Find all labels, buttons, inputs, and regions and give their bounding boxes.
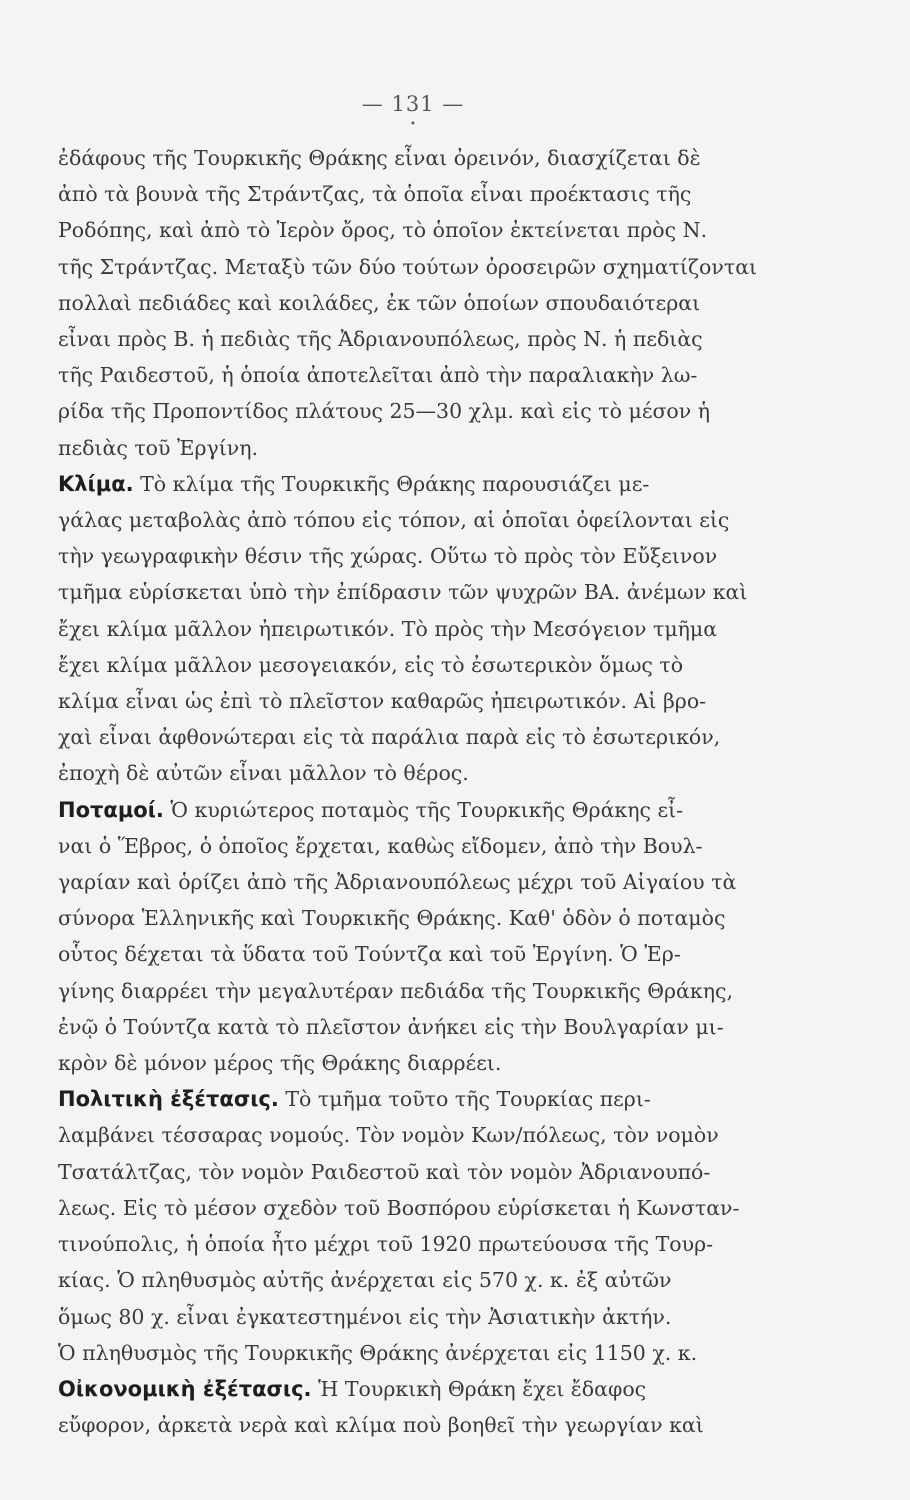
section-heading-economic: Οἰκονομικὴ ἐξέτασις. (58, 1376, 312, 1401)
text-line: λαμβάνει τέσσαρας νομούς. Τὸν νομὸν Κων/πόλεως, τὸν νομὸν (58, 1123, 719, 1148)
text-line: κίας. Ὁ πληθυσμὸς αὐτῆς ἀνέρχεται εἰς 570 χ. κ. ἐξ αὐτῶν (58, 1268, 672, 1293)
text-line: πολλαὶ πεδιάδες καὶ κοιλάδες, ἐκ τῶν ὁποίων σπουδαιότεραι (58, 290, 701, 315)
text-line: εἶναι πρὸς Β. ἡ πεδιὰς τῆς Ἀδριανουπόλεως, πρὸς Ν. ἡ πεδιὰς (58, 327, 703, 352)
text-line: τῆς Στράντζας. Μεταξὺ τῶν δύο τούτων ὀροσειρῶν σχηματίζονται (58, 254, 758, 279)
paragraph-political (58, 1081, 768, 1371)
text-line: Ὁ πληθυσμὸς τῆς Τουρκικῆς Θράκης ἀνέρχεται εἰς 1150 χ. κ. (58, 1340, 698, 1365)
page-number: — 131 — (361, 92, 465, 116)
text-span: Τὸ τμῆμα τοῦτο τῆς Τουρκίας περι- (278, 1087, 651, 1112)
section-heading-political: Πολιτικὴ ἐξέτασις. (58, 1087, 279, 1112)
text-line: λεως. Εἰς τὸ μέσον σχεδὸν τοῦ Βοσπόρου εὑρίσκεται ἡ Κωνσταν- (58, 1195, 740, 1220)
text-line: ναι ὁ Ἕβρος, ὁ ὁποῖος ἔρχεται, καθὼς εἴδομεν, ἀπὸ τὴν Βουλ- (58, 833, 703, 858)
text-line: γάλας μεταβολὰς ἀπὸ τόπου εἰς τόπον, αἱ ὁποῖαι ὀφείλονται εἰς (58, 508, 730, 533)
text-line: τὴν γεωγραφικὴν θέσιν τῆς χώρας. Οὕτω τὸ πρὸς τὸν Εὔξεινον (58, 544, 718, 569)
text-line (58, 792, 768, 828)
text-line: οὗτος δέχεται τὰ ὕδατα τοῦ Τούντζα καὶ τοῦ Ἐργίνη. Ὁ Ἐρ- (58, 942, 681, 967)
text-line: ἐποχὴ δὲ αὐτῶν εἶναι μᾶλλον τὸ θέρος. (58, 761, 469, 786)
text-line (58, 466, 768, 502)
text-line: κρὸν δὲ μόνον μέρος τῆς Θράκης διαρρέει. (58, 1051, 502, 1076)
body-text (58, 140, 768, 1443)
text-span: Τὸ κλίμα τῆς Τουρκικῆς Θράκης παρουσιάζει με- (133, 471, 650, 496)
ornament-dot: • (410, 119, 416, 130)
text-span: Ἡ Τουρκικὴ Θράκη ἔχει ἔδαφος (311, 1376, 647, 1401)
text-line: εὔφορον, ἀρκετὰ νερὰ καὶ κλίμα ποὺ βοηθεῖ τὴν γεωργίαν καὶ (58, 1413, 704, 1438)
paragraph-climate (58, 466, 768, 792)
section-heading-rivers: Ποταμοί. (58, 797, 164, 822)
text-line: τῆς Ραιδεστοῦ, ἡ ὁποία ἀποτελεῖται ἀπὸ τὴν παραλιακὴν λω- (58, 363, 698, 388)
text-line: Τσατάλτζας, τὸν νομὸν Ραιδεστοῦ καὶ τὸν νομὸν Ἀδριανουπό- (58, 1159, 711, 1184)
paragraph-economic (58, 1371, 768, 1443)
text-line: γαρίαν καὶ ὁρίζει ἀπὸ τῆς Ἀδριανουπόλεως μέχρι τοῦ Αἰγαίου τὰ (58, 870, 737, 895)
paragraph-rivers (58, 792, 768, 1082)
section-heading-climate: Κλίμα. (58, 471, 134, 496)
text-line: τινούπολις, ἡ ὁποία ἦτο μέχρι τοῦ 1920 πρωτεύουσα τῆς Τουρ- (58, 1232, 714, 1257)
text-line: κλίμα εἶναι ὡς ἐπὶ τὸ πλεῖστον καθαρῶς ἠπειρωτικόν. Αἱ βρο- (58, 689, 707, 714)
text-line: ρίδα τῆς Προποντίδος πλάτους 25—30 χλμ. καὶ εἰς τὸ μέσον ἡ (58, 399, 711, 424)
text-line: ἐδάφους τῆς Τουρκικῆς Θράκης εἶναι ὀρεινόν, διασχίζεται δὲ (58, 146, 701, 170)
text-line: ὅμως 80 χ. εἶναι ἐγκατεστημένοι εἰς τὴν Ἀσιατικὴν ἀκτήν. (58, 1304, 672, 1329)
text-line: σύνορα Ἑλληνικῆς καὶ Τουρκικῆς Θράκης. Καθ' ὁδὸν ὁ ποταμὸς (58, 906, 726, 931)
paragraph-terrain (58, 140, 768, 466)
text-line: χαὶ εἶναι ἀφθονώτεραι εἰς τὰ παράλια παρὰ εἰς τὸ ἐσωτερικόν, (58, 725, 721, 750)
text-line: πεδιὰς τοῦ Ἐργίνη. (58, 435, 259, 460)
text-span: Ὁ κυριώτερος ποταμὸς τῆς Τουρκικῆς Θράκης εἶ- (163, 797, 684, 822)
text-line: ἀπὸ τὰ βουνὰ τῆς Στράντζας, τὰ ὁποῖα εἶναι προέκτασις τῆς (58, 182, 692, 207)
text-line: γίνης διαρρέει τὴν μεγαλυτέραν πεδιάδα τῆς Τουρκικῆς Θράκης, (58, 978, 733, 1003)
text-line: Ροδόπης, καὶ ἀπὸ τὸ Ἱερὸν ὄρος, τὸ ὁποῖον ἐκτείνεται πρὸς Ν. (58, 218, 708, 243)
text-line: τμῆμα εὑρίσκεται ὑπὸ τὴν ἐπίδρασιν τῶν ψυχρῶν ΒΑ. ἀνέμων καὶ (58, 580, 748, 605)
text-line (58, 1081, 768, 1117)
text-line: ἔχει κλίμα μᾶλλον μεσογειακόν, εἰς τὸ ἐσωτερικὸν ὅμως τὸ (58, 652, 684, 677)
text-line: ἔχει κλίμα μᾶλλον ἠπειρωτικόν. Τὸ πρὸς τὴν Μεσόγειον τμῆμα (58, 616, 718, 641)
text-line: ἐνῷ ὁ Τούντζα κατὰ τὸ πλεῖστον ἀνήκει εἰς τὴν Βουλγαρίαν μι- (58, 1014, 724, 1039)
text-line (58, 1371, 768, 1407)
